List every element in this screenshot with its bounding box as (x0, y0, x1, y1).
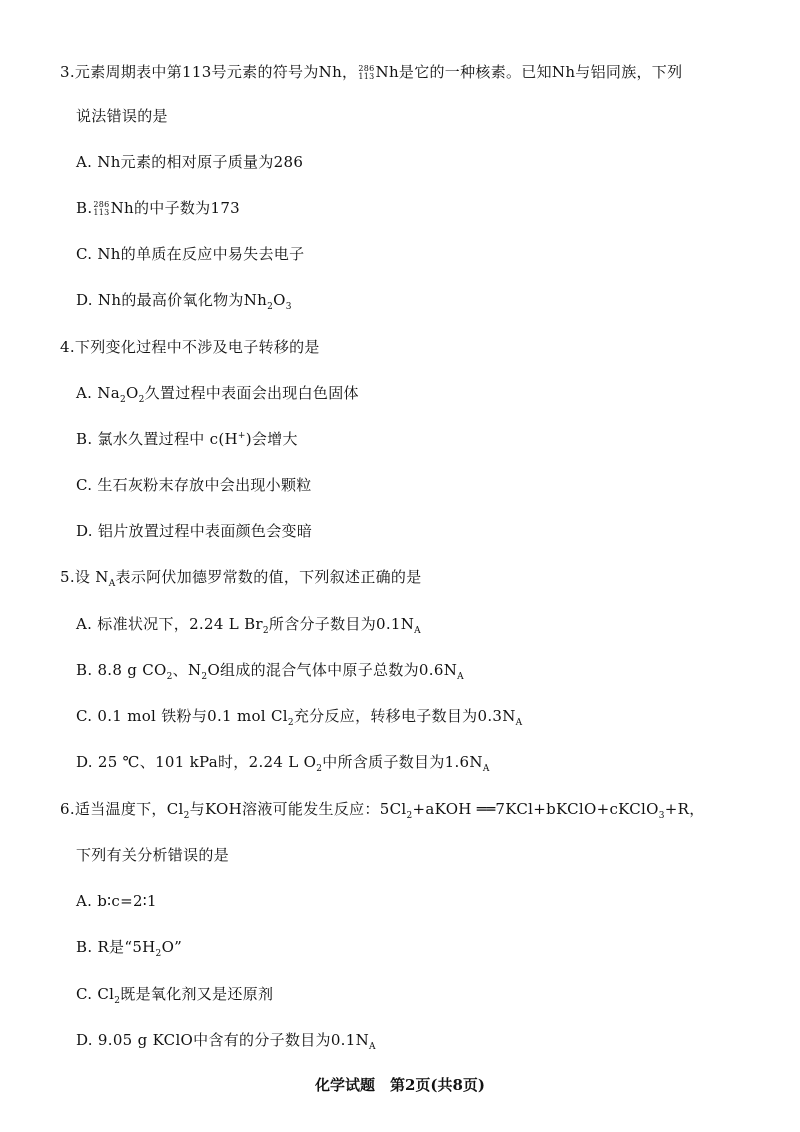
subscript: A (414, 626, 421, 636)
option-4c: C. 生石灰粉末存放中会出现小颗粒 (76, 476, 312, 494)
option-text: O (273, 291, 286, 309)
atomic-number: 113 (93, 208, 110, 217)
stem-text: 适当温度下，Cl (74, 800, 184, 818)
option-text: D. 9.05 g KClO中含有的分子数目为0.1N (76, 1031, 370, 1049)
subscript: 2 (262, 626, 269, 636)
subscript: 2 (267, 302, 274, 312)
option-text: )会增大 (245, 430, 298, 448)
question-number: 6. (60, 800, 75, 818)
subscript: A (108, 579, 116, 589)
option-6a: A. b∶c=2∶1 (76, 892, 157, 910)
option-text: 久置过程中表面会出现白色固体 (144, 384, 359, 402)
option-6b (76, 937, 182, 957)
question-number: 3. (60, 63, 75, 81)
option-text: B. R是“5H (76, 938, 156, 956)
mass-number: 286 (93, 200, 110, 209)
option-text: 充分反应，转移电子数目为0.3N (293, 707, 516, 725)
option-text: O (125, 384, 139, 402)
element-symbol: Nh (375, 63, 399, 81)
option-text: B. 8.8 g CO (76, 661, 167, 679)
option-text: D. 25 ℃、101 kPa时，2.24 L O (76, 753, 317, 771)
question-number: 5. (60, 568, 75, 586)
option-text: 所含分子数目为0.1N (268, 615, 415, 633)
option-3c: C. Nh的单质在反应中易失去电子 (76, 245, 305, 263)
superscript: + (237, 431, 246, 441)
option-label: B. (76, 199, 93, 217)
question-5-stem (60, 567, 422, 587)
question-3-stem (60, 62, 682, 82)
option-4a (76, 383, 359, 403)
option-text: 既是氧化剂又是还原剂 (120, 985, 274, 1003)
stem-text: 设 N (74, 568, 109, 586)
subscript: 2 (114, 996, 121, 1006)
stem-text: 下列变化过程中不涉及电子转移的是 (74, 338, 320, 356)
question-6-stem (60, 799, 705, 819)
subscript: 2 (183, 811, 190, 821)
subscript: 2 (155, 949, 162, 959)
subscript: 2 (119, 395, 126, 405)
stem-text: +R， (664, 800, 705, 818)
option-4d: D. 铝片放置过程中表面颜色会变暗 (76, 522, 313, 540)
subscript: A (482, 764, 490, 774)
option-text: 的中子数为173 (133, 199, 240, 217)
option-text: A. Na (76, 384, 120, 402)
question-4-stem (60, 337, 320, 357)
subscript: 2 (406, 811, 413, 821)
stem-text: 与KOH溶液可能发生反应：5Cl (189, 800, 407, 818)
stem-text: +aKOH ══7KCl+bKClO+cKClO (412, 800, 659, 818)
option-6c (76, 984, 273, 1004)
option-text: A. 标准状况下，2.24 L Br (76, 615, 263, 633)
option-text: B. 氯水久置过程中 c(H (76, 430, 238, 448)
subscript: 3 (285, 302, 292, 312)
option-text: C. 0.1 mol 铁粉与0.1 mol Cl (76, 707, 288, 725)
option-3d (76, 290, 292, 310)
option-text: D. Nh的最高价氧化物为Nh (76, 291, 268, 309)
isotope-notation (93, 201, 109, 217)
subscript: A (457, 672, 464, 682)
stem-text: 是它的一种核素。已知Nh与铝同族，下列 (398, 63, 683, 81)
option-6d (76, 1030, 376, 1050)
option-text: O” (161, 938, 183, 956)
subscript: A (369, 1042, 376, 1052)
option-text: 中所含质子数目为1.6N (322, 753, 483, 771)
option-text: 、N (172, 661, 202, 679)
stem-text: 元素周期表中第113号元素的符号为Nh， (74, 63, 358, 81)
question-6-stem-line2: 下列有关分析错误的是 (76, 846, 230, 864)
subscript: 3 (658, 811, 665, 821)
subscript: 2 (166, 672, 173, 682)
subscript: 2 (287, 718, 294, 728)
isotope-notation (358, 65, 374, 81)
mass-number: 286 (358, 64, 375, 73)
option-5d (76, 752, 490, 772)
subscript: 2 (138, 395, 145, 405)
subscript: 2 (316, 764, 323, 774)
option-5c (76, 706, 522, 726)
page-footer: 化学试题 第2页(共8页) (314, 1076, 486, 1094)
option-5b (76, 660, 464, 680)
option-3b (76, 198, 240, 218)
stem-text: 表示阿伏加德罗常数的值，下列叙述正确的是 (115, 568, 422, 586)
subscript: A (515, 718, 523, 728)
question-3-stem-line2: 说法错误的是 (76, 107, 168, 125)
element-symbol: Nh (110, 199, 134, 217)
option-3a: A. Nh元素的相对原子质量为286 (76, 153, 304, 171)
atomic-number: 113 (358, 72, 375, 81)
option-4b (76, 429, 298, 449)
subscript: 2 (201, 672, 208, 682)
option-text: O组成的混合气体中原子总数为0.6N (207, 661, 458, 679)
question-number: 4. (60, 338, 75, 356)
option-5a (76, 614, 421, 634)
option-text: C. Cl (76, 985, 115, 1003)
